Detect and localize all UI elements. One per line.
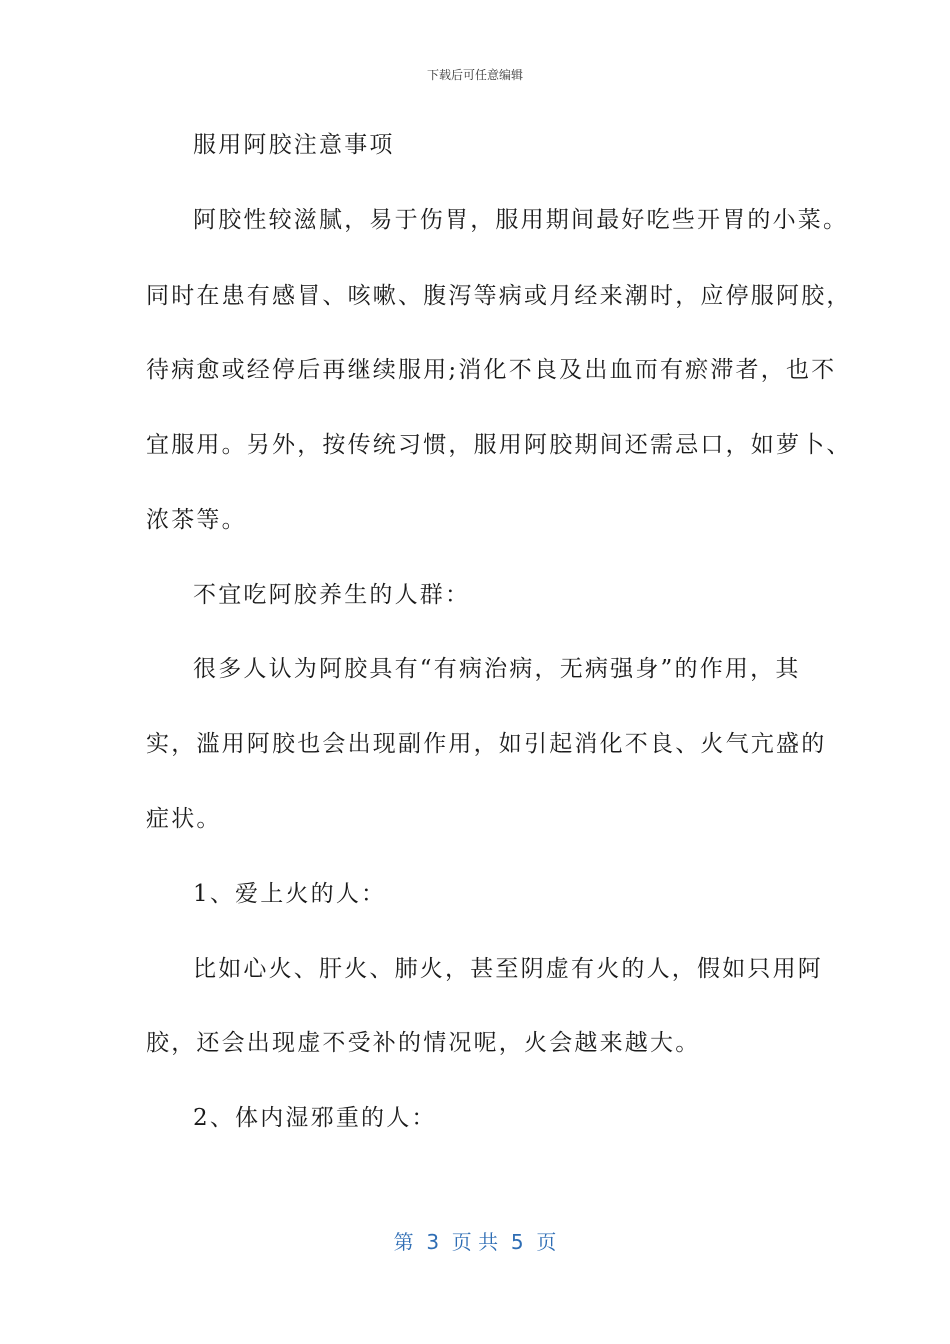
- list-item-heading: 2、体内湿邪重的人：: [193, 1105, 437, 1131]
- paragraph-line: 浓茶等。: [146, 507, 247, 533]
- paragraph-line: 阿胶性较滋腻，易于伤胃，服用期间最好吃些开胃的小菜。: [193, 207, 849, 233]
- paragraph-line: 待病愈或经停后再继续服用;消化不良及出血而有瘀滞者，也不: [146, 357, 837, 383]
- paragraph-line: 比如心火、肝火、肺火，甚至阴虚有火的人，假如只用阿: [193, 956, 823, 982]
- paragraph-line: 胶，还会出现虚不受补的情况呢，火会越来越大。: [146, 1030, 701, 1056]
- header-note: 下载后可任意编辑: [426, 68, 523, 82]
- paragraph-line: 症状。: [146, 806, 222, 832]
- paragraph-line: 很多人认为阿胶具有“有病治病，无病强身”的作用，其: [193, 656, 801, 682]
- paragraph-line: 宜服用。另外，按传统习惯，服用阿胶期间还需忌口，如萝卜、: [146, 432, 852, 458]
- page-number: 第 3 页 共 5 页: [393, 1230, 557, 1254]
- paragraph-line: 实，滥用阿胶也会出现副作用，如引起消化不良、火气亢盛的: [146, 731, 827, 757]
- paragraph-line: 同时在患有感冒、咳嗽、腹泻等病或月经来潮时，应停服阿胶，: [146, 283, 852, 309]
- section-heading: 不宜吃阿胶养生的人群：: [193, 582, 471, 608]
- section-heading: 服用阿胶注意事项: [193, 132, 395, 158]
- list-item-heading: 1、爱上火的人：: [193, 881, 387, 907]
